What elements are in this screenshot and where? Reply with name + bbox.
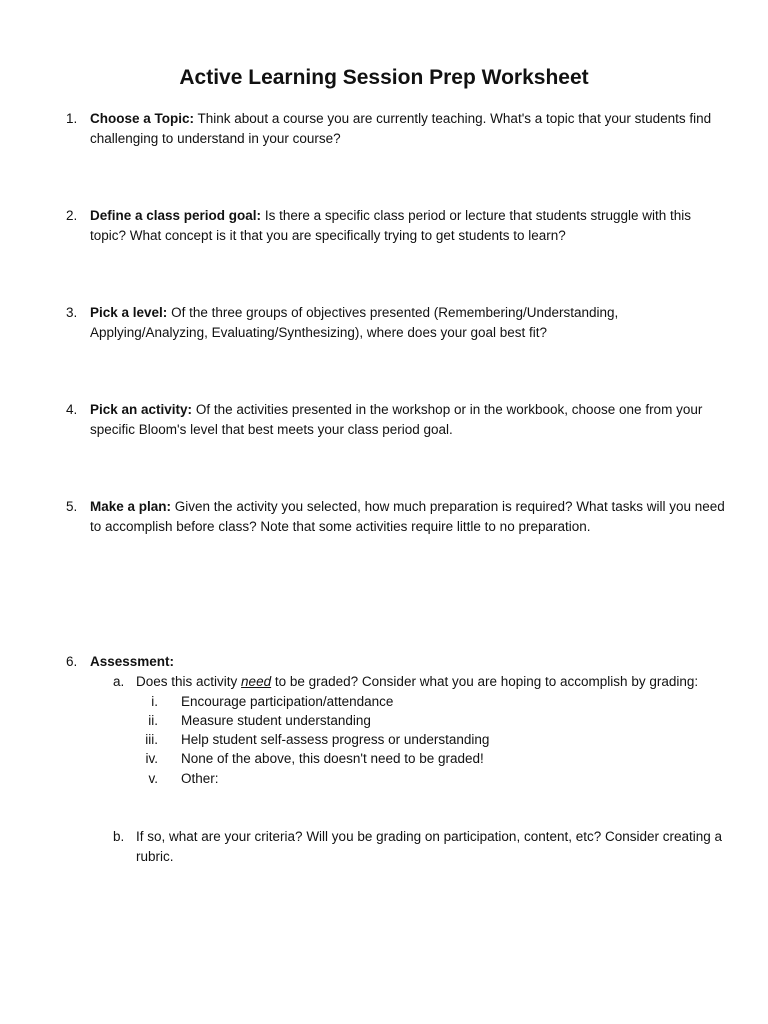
option-text: None of the above, this doesn't need to be graded! [181,751,484,766]
item-number: 2. [66,208,78,223]
sub-text: If so, what are your criteria? Will you be grading on participation, content, etc? Consider creating a rubric. [136,829,723,864]
item-text: Think about a course you are currently teaching. What's a topic that your students find challenging to understand in your course? [90,111,712,146]
option-text: Other: [181,771,219,786]
option-text: Encourage participation/attendance [181,694,394,709]
option-text: Help student self-assess progress or understanding [181,732,490,747]
sub-text: to be graded? Consider what you are hoping to accomplish by grading: [271,674,699,689]
sub-text: Does this activity [136,674,242,689]
sub-letter: a. [113,674,125,689]
sub-emphasis: need [241,674,272,689]
option-i [136,692,636,712]
question-5 [66,497,726,537]
item-label: Pick an activity: [90,402,193,417]
item-text: Of the three groups of objectives presented (Remembering/Understanding, Applying/Analyzing, Evaluating/Synthesizing), where does your goal best fit? [90,305,619,340]
item-text: Given the activity you selected, how much preparation is required? What tasks will you need to accomplish before class? Note that some activities require little to no preparation. [90,499,725,534]
item-label: Make a plan: [90,499,172,514]
item-number: 5. [66,499,78,514]
option-iii [136,730,636,750]
assessment-sub-b [113,827,723,867]
item-number: 1. [66,111,78,126]
question-1 [66,109,726,149]
item-label: Define a class period goal: [90,208,262,223]
roman-numeral: ii. [148,713,158,728]
option-ii [136,711,636,731]
sub-letter: b. [113,829,125,844]
question-4 [66,400,726,440]
item-label: Choose a Topic: [90,111,195,126]
option-v [136,769,636,789]
option-iv [136,749,636,769]
roman-numeral: i. [151,694,158,709]
option-text: Measure student understanding [181,713,371,728]
item-text: Of the activities presented in the workshop or in the workbook, choose one from your specific Bloom's level that best meets your class period goal. [90,402,703,437]
item-label: Pick a level: [90,305,168,320]
item-number: 6. [66,654,78,669]
item-label: Assessment: [90,654,175,669]
question-6 [66,652,726,672]
roman-numeral: iv. [145,751,158,766]
roman-numeral: v. [148,771,158,786]
question-3 [66,303,726,343]
item-text: Is there a specific class period or lecture that students struggle with this topic? What concept is it that you are specifically trying to get students to learn? [90,208,692,243]
item-number: 3. [66,305,78,320]
item-number: 4. [66,402,78,417]
assessment-sub-a [113,672,723,692]
page-title: Active Learning Session Prep Worksheet [179,66,589,89]
roman-numeral: iii. [145,732,158,747]
question-2 [66,206,726,246]
